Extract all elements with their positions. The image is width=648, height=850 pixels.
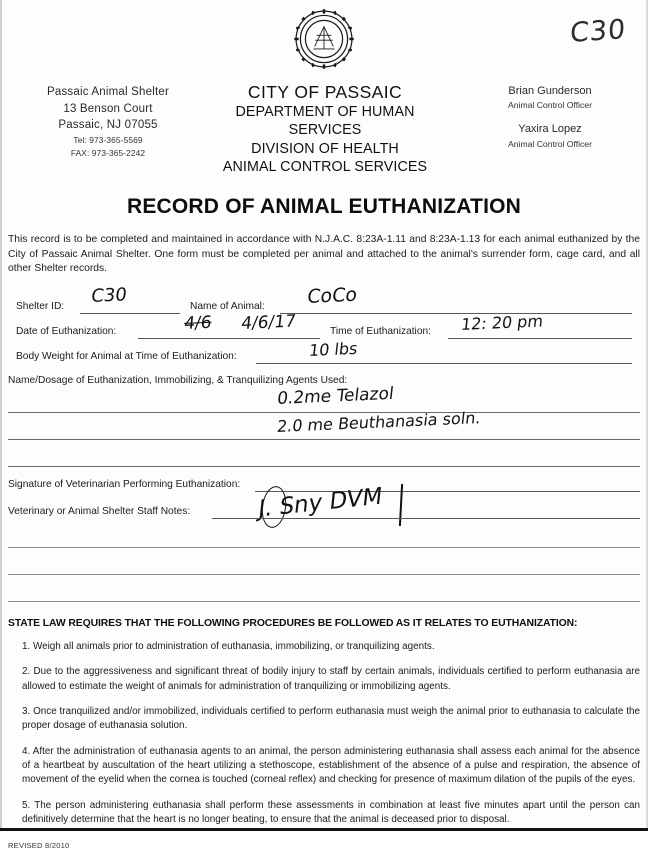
document-header [0,0,648,175]
field-notes-line-2[interactable] [8,548,640,575]
shelter-address-block [18,84,198,159]
value-signature: J. Sny DVM [256,483,384,523]
row-body-weight [8,338,640,366]
officer-2-name: Yaxira Lopez [518,123,582,136]
state-law-heading: STATE LAW REQUIRES THAT THE FOLLOWING PROCEDURES BE FOLLOWED AS IT RELATES TO EUTHANIZATION: [8,617,578,629]
value-time-of-euthanization: 12: 20 pm [460,311,545,334]
agency-city: CITY OF PASSAIC [247,82,403,102]
field-date-of-euthanization[interactable] [138,338,320,339]
state-law-item-2: 2. Due to the aggressiveness and significant threat of bodily injury to staff by certain animals, individuals certified to perform euthanasia are allowed to estimate the weight of animals for administration of tranquilizing or immobilizing agents. [22,666,640,692]
officers-block [470,84,630,161]
value-agent-line-2: 2.0 me Beuthanasia soln. [276,407,482,436]
state-law-item-4: 4. After the administration of euthanasia agents to an animal, the person administering euthanasia shall assess each animal for the absence of a heartbeat by auscultation of the heart utilizing a stethoscope, establishment of the absence of a pulse and respiration, the absence of movement of the eyelid when the cornea is touched (corneal reflex) and checking for presence of maximum dilation of the pupils of the eyes. [22,745,640,786]
agency-division: DIVISION OF HEALTH [251,140,399,157]
shelter-street: 13 Benson Court [63,102,153,115]
agency-title-block [200,82,450,176]
agency-department: DEPARTMENT OF HUMAN SERVICES [235,104,415,139]
form-title: RECORD OF ANIMAL EUTHANIZATION [126,195,522,218]
handwritten-corner-id: C30 [569,13,627,50]
value-body-weight: 10 lbs [308,338,359,360]
form-intro-paragraph: This record is to be completed and maintained in accordance with N.J.A.C. 8:23A-1.11 and 8:23A-1.13 for each animal euthanized by the City of Passaic Animal Shelter. One form must be completed per animal and attached to the animal's surrender form, cage card, and all other Shelter records. [8,234,640,275]
field-agent-line-3[interactable] [8,440,640,467]
row-staff-notes [0,494,648,521]
label-name-of-animal: Name of Animal: [190,300,265,312]
field-body-weight[interactable] [256,363,632,364]
label-date-of-euthanization: Date of Euthanization: [16,325,117,337]
state-law-item-5: 5. The person administering euthanasia shall perform these assessments in combination at least five minutes apart until the person can definitively determine that the heart is no longer beating, to ensure that the animal is deceased prior to disposal. [22,799,640,826]
label-body-weight: Body Weight for Animal at Time of Euthanization: [16,350,237,362]
field-agent-line-2[interactable] [8,407,640,440]
label-shelter-id: Shelter ID: [16,300,65,312]
label-time-of-euthanization: Time of Euthanization: [330,325,431,337]
agency-services: ANIMAL CONTROL SERVICES [222,158,428,175]
city-seal-icon [293,8,355,70]
row-shelter-id-and-name [8,283,640,316]
form-fields [0,283,648,366]
value-shelter-id: C30 [90,284,128,307]
state-law-item-1: 1. Weigh all animals prior to administration of euthanasia, immobilizing, or tranquilizing agents. [22,640,435,652]
officer-1-role: Animal Control Officer [508,100,592,111]
value-date-of-euthanization: 4/6/17 [240,311,297,334]
officer-1-name: Brian Gunderson [508,85,592,97]
label-agents-used: Name/Dosage of Euthanization, Immobilizing, & Tranquilizing Agents Used: [8,374,348,386]
officer-2-role: Animal Control Officer [508,138,592,149]
field-notes-line-3[interactable] [8,575,640,602]
revised-stamp: REVISED 8/2010 [8,841,70,850]
field-time-of-euthanization[interactable] [448,338,632,339]
shelter-telephone: Tel: 973-365-5569 [73,135,143,146]
field-agent-line-1[interactable] [8,383,640,413]
state-law-item-3: 3. Once tranquilized and/or immobilized, individuals certified to perform euthanasia must weigh the animal prior to euthanasia to calculate the proper dosage of euthanasia solution. [22,705,640,732]
field-notes-line-1[interactable] [8,521,640,548]
field-shelter-id[interactable] [80,313,180,314]
value-agent-line-1: 0.2me Telazol [276,383,395,409]
field-signature[interactable] [255,491,640,492]
shelter-city-state-zip: Passaic, NJ 07055 [58,119,158,132]
shelter-fax: FAX: 973-365-2242 [70,147,146,158]
shelter-name: Passaic Animal Shelter [46,86,169,98]
field-staff-notes[interactable] [212,518,640,519]
page-edge-bottom [0,828,648,831]
label-signature: Signature of Veterinarian Performing Euthanization: [8,478,241,490]
label-staff-notes: Veterinary or Animal Shelter Staff Notes: [8,505,191,517]
value-date-struck: 4/6 [183,312,213,334]
field-name-of-animal[interactable] [280,313,632,314]
row-date-and-time [8,311,640,341]
value-name-of-animal: CoCo [306,283,359,308]
